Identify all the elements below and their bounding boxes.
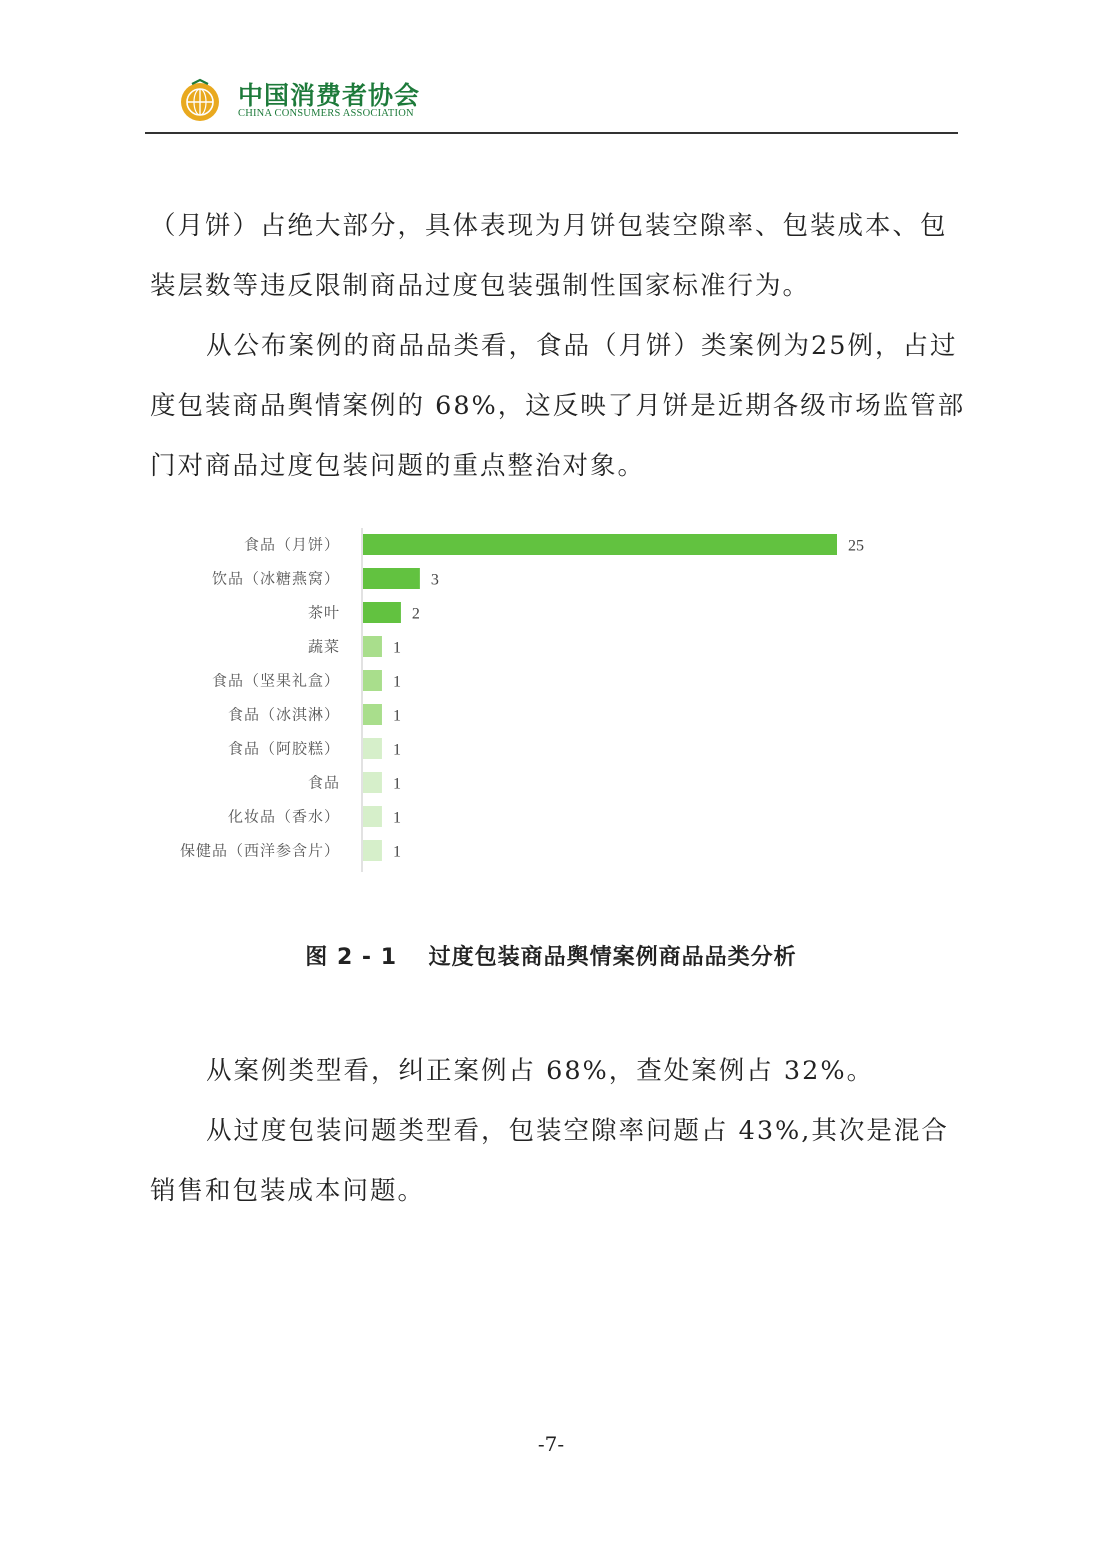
value-label-4: 1 [392, 639, 401, 657]
category-label-7: 食品（阿胶糕） [227, 739, 340, 758]
paragraph-4: 从过度包装问题类型看，包装空隙率问题占 43%,其次是混合销售和包装成本问题。 [150, 1116, 949, 1206]
bar-3 [363, 602, 401, 623]
category-label-4: 蔬菜 [307, 637, 340, 656]
paragraph-1: （月饼）占绝大部分，具体表现为月饼包装空隙率、包装成本、包装层数等违反限制商品过度包装强制性国家标准行为。 [150, 211, 948, 301]
bar-7 [363, 738, 382, 759]
value-label-1: 25 [848, 537, 864, 555]
value-label-5: 1 [392, 673, 401, 691]
category-label-8: 食品 [307, 773, 340, 792]
value-label-7: 1 [392, 741, 401, 759]
page-number: -7- [537, 1432, 565, 1456]
org-name-cn: 中国消费者协会 [238, 81, 421, 110]
bar-5 [363, 670, 382, 691]
value-label-2: 3 [430, 571, 439, 589]
paragraph-3: 从案例类型看，纠正案例占 68%，查处案例占 32%。 [206, 1056, 875, 1086]
paragraph-2: 从公布案例的商品品类看，食品（月饼）类案例为25例，占过度包装商品舆情案例的 68%，这反映了月饼是近期各级市场监管部门对商品过度包装问题的重点整治对象。 [150, 331, 966, 481]
page-header [178, 74, 478, 126]
category-label-1: 食品（月饼） [243, 535, 340, 554]
bar-9 [363, 806, 382, 827]
value-label-6: 1 [392, 707, 401, 725]
bar-1 [363, 534, 837, 555]
category-label-9: 化妆品（香水） [227, 807, 340, 826]
figure-caption: 图 2 - 1 过度包装商品舆情案例商品品类分析 [305, 945, 797, 970]
category-label-5: 食品（坚果礼盒） [211, 671, 340, 690]
category-label-3: 茶叶 [307, 603, 340, 622]
bar-8 [363, 772, 382, 793]
bar-10 [363, 840, 382, 861]
header-divider [145, 132, 958, 134]
org-name-en: CHINA CONSUMERS ASSOCIATION [238, 108, 414, 119]
bar-2 [363, 568, 420, 589]
category-label-2: 饮品（冰糖燕窝） [211, 569, 340, 588]
value-label-8: 1 [392, 775, 401, 793]
bar-6 [363, 704, 382, 725]
category-label-10: 保健品（西洋参含片） [179, 841, 340, 860]
consumers-association-emblem-icon [178, 78, 222, 122]
category-bar-chart [0, 520, 1102, 880]
value-label-3: 2 [411, 605, 420, 623]
value-label-9: 1 [392, 809, 401, 827]
bar-4 [363, 636, 382, 657]
value-label-10: 1 [392, 843, 401, 861]
category-label-6: 食品（冰淇淋） [227, 705, 340, 724]
